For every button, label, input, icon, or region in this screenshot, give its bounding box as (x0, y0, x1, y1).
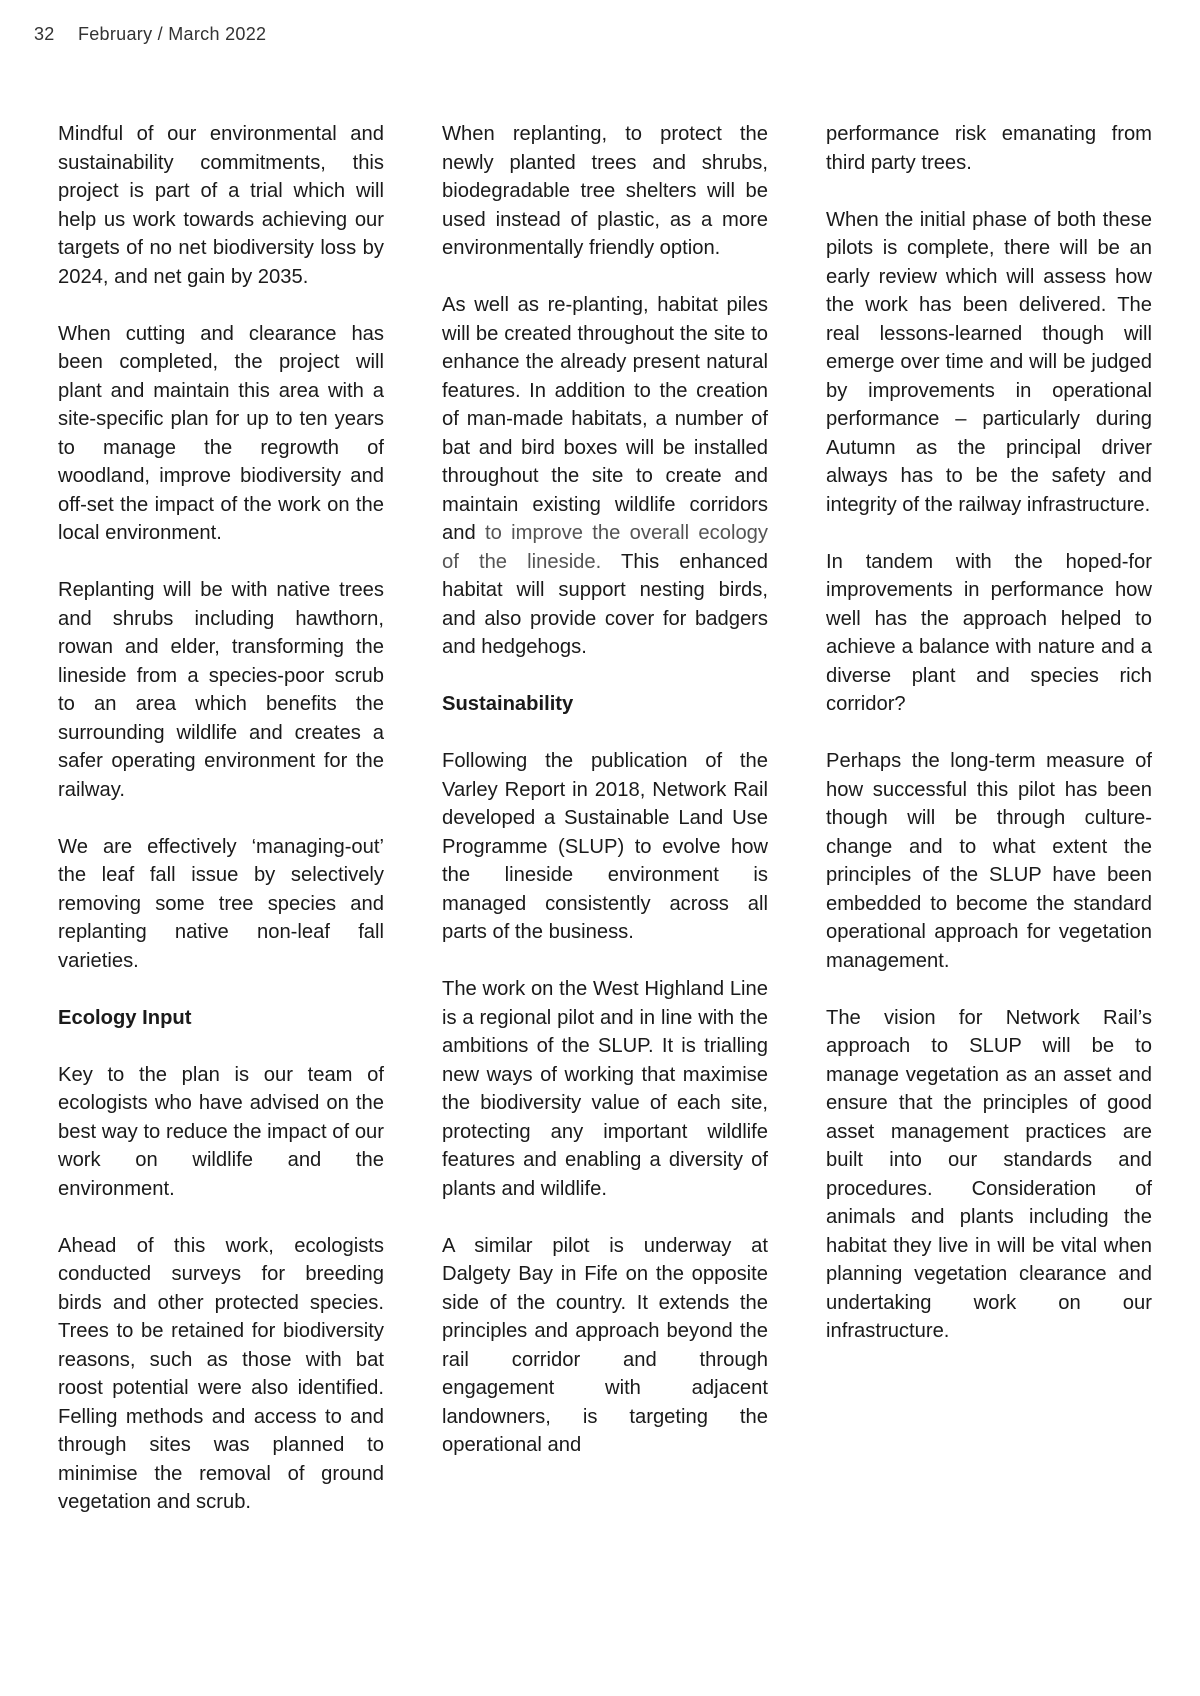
paragraph-text: As well as re-planting, habitat piles will be created throughout the site to enhance the already present natural features. In addition to the creation of man-made habitats, a number of bat and bird boxes will be installed throughout the site to create and maintain existing wildlife corridors and (442, 294, 768, 544)
issue-date: February / March 2022 (77, 24, 267, 44)
section-heading-ecology: Ecology Input (58, 1006, 192, 1029)
column-2 (442, 120, 768, 1488)
paragraph: Mindful of our environmental and sustainability commitments, this project is part of a trial which will help us work towards achieving our targets of no net biodiversity loss by 2024, and net gain by 2035. (58, 123, 384, 288)
paragraph: When the initial phase of both these pilots is complete, there will be an early review which will assess how the work has been delivered. The real lessons-learned though will emerge over time and will be judged by improvements in operational performance – particularly during Autumn as the principal driver always has to be the safety and integrity of the railway infrastructure. (826, 208, 1152, 516)
paragraph: When replanting, to protect the newly planted trees and shrubs, biodegradable tree shelters will be used instead of plastic, as a more environmentally friendly option. (442, 123, 768, 259)
running-header (34, 24, 266, 45)
paragraph: A similar pilot is underway at Dalgety Bay in Fife on the opposite side of the country. It extends the principles and approach beyond the rail corridor and through engagement with adjacent landowners, is targeting the operational and (442, 1234, 768, 1456)
page-number: 32 (34, 24, 55, 44)
column-1 (58, 120, 384, 1545)
paragraph: The work on the West Highland Line is a regional pilot and in line with the ambitions of the SLUP. It is trialling new ways of working that maximise the biodiversity value of each site, protecting any important wildlife features and enabling a diversity of plants and wildlife. (442, 978, 768, 1200)
paragraph: Following the publication of the Varley Report in 2018, Network Rail developed a Sustainable Land Use Programme (SLUP) to evolve how the lineside environment is managed consistently across all parts of the business. (442, 750, 768, 943)
paragraph (442, 291, 768, 662)
paragraph-text: This enhanced habitat will support nesting birds, and also provide cover for badgers and hedgehogs. (442, 550, 768, 658)
paragraph: Perhaps the long-term measure of how successful this pilot has been though will be through culture-change and to what extent the principles of the SLUP have been embedded to become the standard operational approach for vegetation management. (826, 750, 1152, 972)
paragraph: The vision for Network Rail’s approach to SLUP will be to manage vegetation as an asset and ensure that the principles of good asset management practices are built into our standards and procedures. Consideration of animals and plants including the habitat they live in will be vital when planning vegetation clearance and undertaking work on our infrastructure. (826, 1006, 1152, 1342)
paragraph: We are effectively ‘managing-out’ the leaf fall issue by selectively removing some tree species and replanting native non-leaf fall varieties. (58, 835, 384, 972)
paragraph: When cutting and clearance has been completed, the project will plant and maintain this area with a site-specific plan for up to ten years to manage the regrowth of woodland, improve biodiversity and off-set the impact of the work on the local environment. (58, 322, 384, 544)
highlighted-phrase: to improve the overall ecology of the lineside. (442, 522, 768, 573)
section-heading-sustainability: Sustainability (442, 693, 574, 715)
paragraph: performance risk emanating from third party trees. (826, 123, 1152, 174)
paragraph: In tandem with the hoped-for improvements in performance how well has the approach helped to achieve a balance with nature and a diverse plant and species rich corridor? (826, 550, 1152, 715)
paragraph: Ahead of this work, ecologists conducted surveys for breeding birds and other protected species. Trees to be retained for biodiversity reasons, such as those with bat roost potential were also identified. Felling methods and access to and through sites was planned to minimise the removal of ground vegetation and scrub. (58, 1234, 384, 1513)
column-3 (826, 120, 1152, 1374)
paragraph: Key to the plan is our team of ecologists who have advised on the best way to reduce the impact of our work on wildlife and the environment. (58, 1063, 384, 1200)
paragraph: Replanting will be with native trees and shrubs including hawthorn, rowan and elder, transforming the lineside from a species-poor scrub to an area which benefits the surrounding wildlife and creates a safer operating environment for the railway. (58, 579, 384, 801)
